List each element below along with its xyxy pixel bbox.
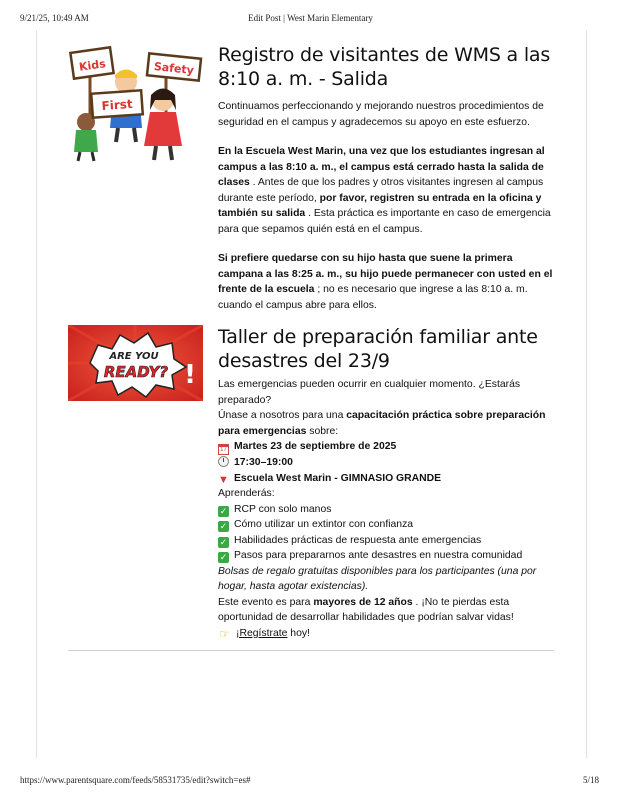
event-date: 17 Martes 23 de septiembre de 2025 (218, 439, 554, 455)
event-location: ▼ Escuela West Marin - GIMNASIO GRANDE (218, 472, 442, 486)
print-datetime: 9/21/25, 10:49 AM (20, 13, 89, 23)
checkmark-icon: ✓ (219, 521, 228, 531)
list-item: ✓ Pasos para prepararnos ante desastres en nuestra comunidad (219, 550, 523, 562)
register-link[interactable]: ¡Regístrate (236, 627, 288, 639)
calendar-icon: 17 (218, 444, 229, 455)
exclamation-mark: ! (184, 360, 196, 390)
sign-safety: Safety (153, 59, 195, 78)
register-line: ☞ ¡Regístrate hoy! (219, 626, 310, 641)
checkmark-icon: ✓ (219, 536, 228, 547)
event-time: 17:30–19:00 (218, 455, 554, 471)
are-you-ready-image (68, 325, 203, 401)
list-item: ✓ Cómo utilizar un extintor con confianza (219, 519, 414, 531)
checkmark-icon: ✓ (219, 552, 228, 562)
list-item: ✓ RCP con solo manos (219, 503, 332, 516)
post-disaster-workshop (218, 325, 554, 641)
bubble-ready: READY? (103, 363, 169, 381)
print-page-number: 5/18 (582, 775, 599, 785)
post-paragraph: Únase a nosotros para una capacitación práctica sobre preparación para emergencias sobre: (218, 410, 546, 437)
print-url: https://www.parentsquare.com/feeds/58531735/edit?switch=es# (20, 775, 251, 785)
pointing-hand-icon: ☞ (219, 626, 230, 641)
learn-heading: Aprenderás: (218, 488, 275, 499)
location-pin-icon: ▼ (218, 473, 229, 486)
list-item: ✓ Habilidades prácticas de respuesta ante emergencias (219, 534, 482, 547)
gift-bag-note: Bolsas de regalo gratuitas disponibles para los participantes (una por hogar, hasta agotar existencias). (218, 565, 537, 592)
clock-icon (218, 456, 229, 467)
post-title[interactable]: Taller de preparación familiar ante desastres del 23/9 (218, 326, 538, 372)
sign-kids: Kids (78, 57, 107, 74)
print-page-title: Edit Post | West Marin Elementary (248, 13, 373, 23)
post-divider (68, 650, 554, 651)
post-visitor-registry (218, 43, 554, 313)
checkmark-icon: ✓ (219, 505, 228, 516)
bubble-are-you: ARE YOU (109, 351, 159, 362)
post-paragraph: Este evento es para mayores de 12 años . ¡No te pierdas esta oportunidad de desarrollar habilidades que podrían salvar vidas! (218, 596, 514, 623)
post-paragraph: Si prefiere quedarse con su hijo hasta que suene la primera campana a las 8:25 a. m., su hijo puede permanecer con usted en el frente de la escuela ; no es necesario que ingrese a las 8:10 a. m. cuando el campus abre para ellos. (218, 253, 553, 311)
post-paragraph: Las emergencias pueden ocurrir en cualquier momento. ¿Estarás preparado? (218, 379, 521, 406)
left-border (36, 30, 37, 758)
kids-safety-first-image (68, 40, 203, 162)
post-paragraph: Continuamos perfeccionando y mejorando nuestros procedimientos de seguridad en el campus y agradecemos su apoyo en este esfuerzo. (218, 101, 544, 128)
post-title[interactable]: Registro de visitantes de WMS a las 8:10 a. m. - Salida (218, 44, 551, 90)
right-border (586, 30, 587, 758)
sign-first: First (101, 96, 134, 114)
post-paragraph: En la Escuela West Marin, una vez que los estudiantes ingresan al campus a las 8:10 a. m., el campus está cerrado hasta la salida de clases . Antes de que los padres y otros visitantes ingresen al campus durante este período, por favor, registren su entrada en la oficina y también su salida . Esta práctica es importante en caso de emergencia para que sepamos quién está en el campus. (218, 146, 551, 235)
